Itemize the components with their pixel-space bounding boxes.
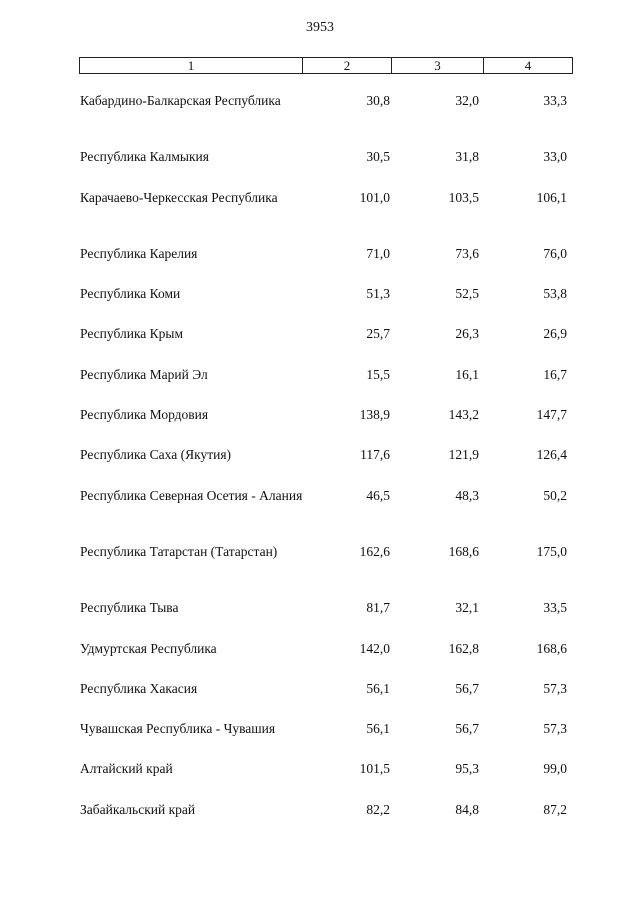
region-name: Республика Калмыкия (80, 149, 209, 165)
value-col-2: 56,1 (366, 680, 390, 696)
region-name: Республика Крым (80, 326, 184, 342)
region-name: Республика Хакасия (80, 680, 198, 696)
value-col-4: 126,4 (536, 447, 567, 463)
region-name: Кабардино-Балкарская Республика (80, 93, 281, 108)
value-col-3: 143,2 (448, 407, 479, 423)
value-col-3: 32,1 (455, 600, 479, 616)
table-row (0, 148, 640, 188)
value-col-3: 73,6 (455, 245, 479, 261)
value-col-3: 121,9 (448, 447, 479, 463)
value-col-4: 53,8 (543, 286, 567, 302)
value-col-3: 32,0 (455, 93, 479, 108)
value-col-2: 71,0 (366, 245, 390, 261)
column-header-4: 4 (524, 57, 532, 73)
value-col-4: 147,7 (536, 407, 567, 423)
region-name: Республика Северная Осетия - Алания (80, 487, 303, 503)
value-col-4: 33,3 (543, 93, 567, 108)
table-row (0, 245, 640, 285)
value-col-2: 138,9 (359, 407, 390, 423)
value-col-4: 57,3 (543, 680, 567, 696)
value-col-3: 26,3 (455, 326, 479, 342)
value-col-3: 95,3 (455, 761, 479, 777)
value-col-2: 142,0 (359, 640, 390, 656)
value-col-3: 48,3 (455, 487, 479, 503)
value-col-3: 16,1 (455, 366, 479, 382)
value-col-4: 26,9 (543, 326, 567, 342)
value-col-3: 56,7 (455, 721, 479, 737)
region-name: Забайкальский край (80, 801, 196, 817)
table-row (0, 801, 640, 841)
value-col-4: 99,0 (543, 761, 567, 777)
value-col-3: 52,5 (455, 286, 479, 302)
value-col-2: 162,6 (359, 543, 390, 559)
table-body (0, 92, 640, 841)
value-col-2: 82,2 (366, 801, 390, 817)
table-row (0, 406, 640, 446)
table-row (0, 720, 640, 760)
region-name: Республика Татарстан (Татарстан) (80, 543, 278, 559)
page-number: 3953 (306, 20, 334, 35)
table-row (0, 325, 640, 365)
region-name: Удмуртская Республика (80, 640, 217, 656)
value-col-2: 15,5 (366, 366, 390, 382)
value-col-4: 16,7 (543, 366, 567, 382)
table-row (0, 446, 640, 486)
table-row (0, 680, 640, 720)
value-col-2: 30,5 (366, 149, 390, 165)
value-col-3: 103,5 (448, 189, 479, 205)
region-name: Республика Коми (80, 286, 181, 302)
region-name: Республика Мордовия (80, 407, 209, 423)
region-name: Республика Карелия (80, 245, 198, 261)
value-col-4: 33,0 (543, 149, 567, 165)
table-row (0, 189, 640, 245)
column-header-1: 1 (80, 58, 303, 73)
value-col-3: 168,6 (448, 543, 479, 559)
table-row (0, 599, 640, 639)
table-row (0, 640, 640, 680)
value-col-2: 81,7 (366, 600, 390, 616)
value-col-2: 117,6 (360, 447, 390, 463)
region-name: Чувашская Республика - Чувашия (80, 721, 276, 737)
value-col-4: 57,3 (543, 721, 567, 737)
table-header (79, 57, 573, 74)
value-col-2: 101,0 (359, 189, 390, 205)
region-name: Республика Тыва (80, 600, 179, 616)
value-col-2: 56,1 (366, 721, 390, 737)
value-col-3: 31,8 (455, 149, 479, 165)
table-row (0, 487, 640, 543)
value-col-4: 33,5 (543, 600, 567, 616)
value-col-2: 101,5 (359, 761, 390, 777)
region-name: Республика Марий Эл (80, 366, 208, 382)
table-row (0, 285, 640, 325)
column-header-3: 3 (392, 58, 484, 73)
table-row (0, 92, 640, 148)
value-col-2: 46,5 (366, 487, 390, 503)
region-name: Республика Саха (Якутия) (80, 447, 232, 463)
table-row (0, 760, 640, 800)
table-row (0, 543, 640, 599)
value-col-2: 51,3 (366, 286, 390, 302)
column-header-2: 2 (303, 58, 392, 73)
value-col-4: 87,2 (543, 801, 567, 817)
value-col-4: 175,0 (536, 543, 567, 559)
value-col-4: 106,1 (536, 189, 567, 205)
region-name: Алтайский край (80, 761, 173, 777)
value-col-3: 56,7 (455, 680, 479, 696)
value-col-4: 50,2 (543, 487, 567, 503)
value-col-2: 25,7 (366, 326, 390, 342)
value-col-2: 30,8 (366, 93, 390, 108)
value-col-4: 76,0 (543, 245, 567, 261)
region-name: Карачаево-Черкесская Республика (80, 189, 278, 205)
table-row (0, 366, 640, 406)
value-col-3: 84,8 (455, 801, 479, 817)
value-col-4: 168,6 (536, 640, 567, 656)
value-col-3: 162,8 (448, 640, 479, 656)
